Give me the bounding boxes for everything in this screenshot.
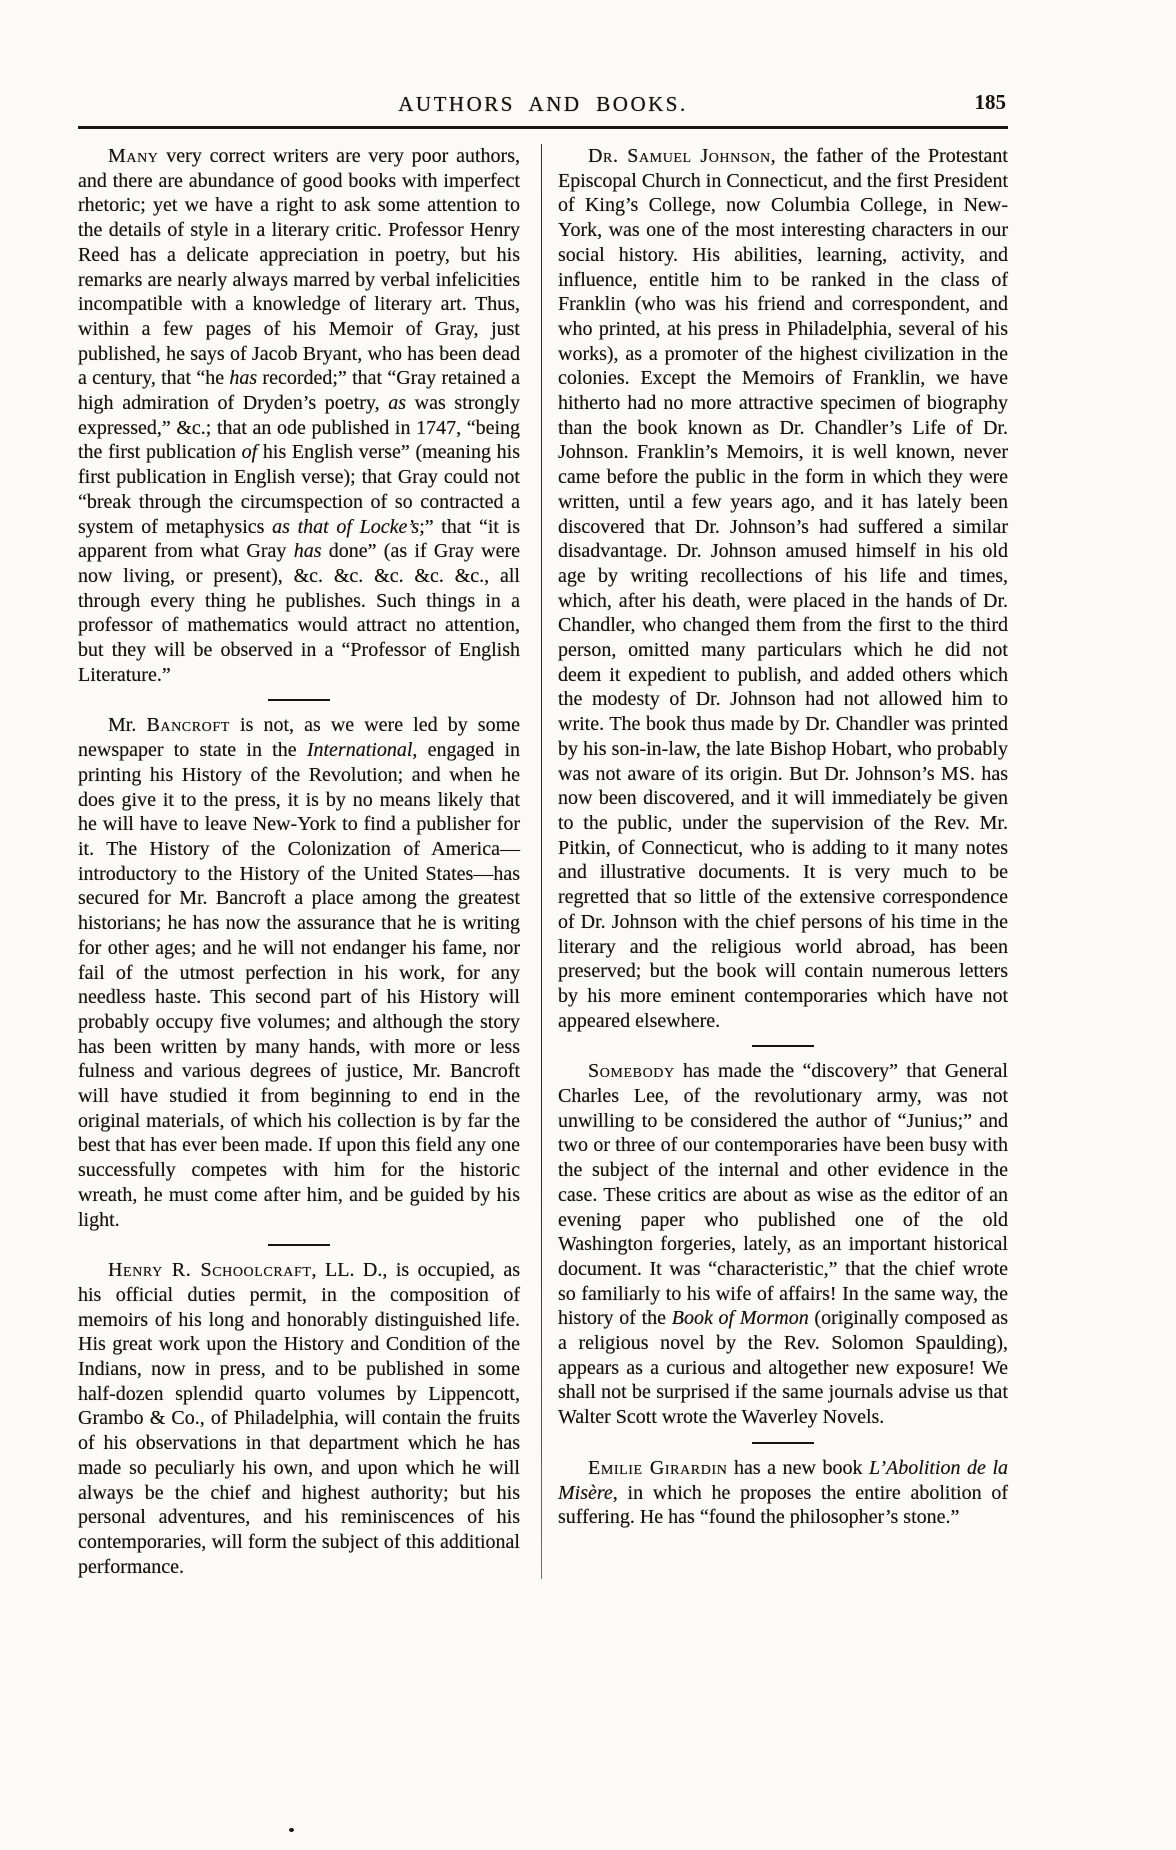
text-run: , the father of the Protestant Episcopal Church in Connecticut, and the first President of King’s College, now Columbia College, in New-York, was one of the most interesting characters in our social history. His abilities, learning, activity, and influence, entitle him to be ranked in the class of Franklin (who was his friend and correspondent, and who printed, at his press in Philadelphia, several of his works), as a promoter of the highest civilization in the colonies. Except the Memoirs of Franklin, we have hitherto had no more attractive specimen of biography than the book known as Dr. Chandler’s Life of Dr. Johnson. Franklin’s Memoirs, it is well known, never came before the public in the form in which they were written, until a few years ago, and it has lately been discovered that Dr. Johnson’s had suffered a similar disadvantage. Dr. Johnson amused himself in his old age by writing recollections of his life and times, which, after his death, were placed in the hands of Dr. Chandler, who changed them from the first to the third person, omitted many particulars which he did not deem it expedient to publish, and added others which the modesty of Dr. Johnson had not allowed him to write. The book thus made by Dr. Chandler was printed by his son-in-law, the late Bishop Hobart, who probably was not aware of its origin. But Dr. Johnson’s MS. has now been discovered, and it will immediately be given to the public, under the supervision of the Rev. Mr. Pitkin, of Connecticut, who is adding to it many notes and illustrative documents. It is very much to be regretted that so little of the extensive correspondence of Dr. Johnson with the chief persons of his time in the literary and the religious world abroad, has been preserved; but the book will contain numerous letters by his more eminent contemporaries which have not appeared elsewhere. [558,145,1008,1032]
italic-text: has [293,540,322,563]
lead-small-caps: Dr. Samuel Johnson [588,145,771,167]
lead-small-caps: Henry R. Schoolcraft [108,1259,312,1282]
header-rule [78,126,1008,129]
italic-text: International [306,739,413,762]
italic-text: of [241,441,258,464]
column-left [78,144,520,1579]
text-block [78,84,1008,1579]
italic-text: as [388,392,407,415]
italic-text: L’Abolition de la Misère [558,1456,1009,1504]
running-head-title: AUTHORS AND BOOKS. [398,92,688,116]
text-run: is not, as we were led by some newspaper to state in the [78,714,521,762]
text-run: , LL. D., is occupied, as his official duties permit, in the composition of memoirs of his long and honorably distinguished life. His great work upon the History and Condition of the Indians, now in press, and to be published in some half-dozen splendid quarto volumes by Lippencott, Grambo & Co., of Philadelphia, will contain the fruits of his observations in that department which he has made so peculiarly his own, and upon which he will always be the chief and highest authority; but his personal adventures, and his reminiscences of his contemporaries, will form the subject of this additional performance. [78,1259,520,1578]
lead-small-caps: Somebody [588,1060,675,1083]
lead-small-caps: Bancroft [146,714,230,737]
text-run: ;” that “it is apparent from what Gray [78,515,520,563]
italic-text: as that of Locke’s [272,515,420,538]
text-run: has a new book [727,1456,869,1479]
paragraph-separator-rule [752,1045,814,1047]
text-run: recorded;” that “Gray retained a high admiration of Dryden’s poetry, [78,367,520,415]
text-run: , in which he proposes the entire abolition of suffering. He has “found the philosopher’s stone.” [558,1481,1008,1529]
column-right [558,144,1008,1579]
text-run: was strongly expressed,” &c.; that an ode published in 1747, “being the first publication [78,392,520,464]
paragraph-separator-rule [752,1442,814,1444]
paragraph [558,1456,1008,1530]
page-number: 185 [974,90,1006,114]
paragraph-separator-rule [268,1244,330,1246]
text-run: , engaged in printing his History of the Revolution; and when he does give it to the press, it is by no means likely that he will have to leave New-York to find a publisher for it. The History of the Colonization of America—introductory to the History of the United States—has secured for Mr. Bancroft a place among the greatest historians; he has now the assurance that he is writing for other ages; and he will not endanger his fame, nor fail of the utmost perfection in his work, for any needless haste. This second part of his History will probably occupy five volumes; and although the story has been written by many hands, with more or less fulness and various degrees of justice, Mr. Bancroft will have studied it from beginning to end in the original materials, of which his collection is by far the best that has ever been made. If upon this field any one successfully competes with him for the historic wreath, he must come after him, and be guided by his light. [78,739,521,1231]
text-run: (originally composed as a religious novel by the Rev. Solomon Spaulding), appears as a curious and altogether new exposure! We shall not be surprised if the same journals advise us that Walter Scott wrote the Waverley Novels. [558,1307,1008,1429]
paragraph [558,144,1008,1033]
paragraph-separator-rule [268,699,330,701]
ink-speck [289,1828,294,1832]
paragraph [78,144,520,687]
page-header [78,84,1008,126]
lead-small-caps: Many [108,145,159,167]
paragraph [78,713,520,1232]
column-divider-rule [541,144,542,1579]
text-run: Mr. [108,714,147,737]
italic-text: has [229,367,258,390]
paragraph [558,1059,1008,1430]
text-run: very correct writers are very poor authors, and there are abundance of good books with imperfect rhetoric; yet we have a right to ask some attention to the details of style in a literary critic. Professor Henry Reed has a delicate appreciation in poetry, but his remarks are nearly always marred by verbal infelicities incompatible with a knowledge of literary art. Thus, within a few pages of his Memoir of Gray, just published, he says of Jacob Bryant, who has been dead a century, that “he [78,145,520,390]
paragraph [78,1258,520,1579]
text-run: his English verse” (meaning his first publication in English verse); that Gray could not “break through the circumspection of so contracted a system of metaphysics [78,441,520,538]
lead-small-caps: Emilie Girardin [588,1456,728,1479]
italic-text: Book of Mormon [671,1307,809,1330]
text-run: has made the “discovery” that General Charles Lee, of the revolutionary army, was not unwilling to be considered the author of “Junius;” and two or three of our contemporaries have been busy with the subject of the internal and other evidence in the case. These critics are about as wise as the editor of an evening paper who published one of the old Washington forgeries, lately, as an important historical document. It was “characteristic,” that the chief wrote so familiarly to his wife of affairs! In the same way, the history of the [558,1060,1008,1330]
text-run: done” (as if Gray were now living, or present), &c. &c. &c. &c. &c., all through every thing he publishes. Such things in a professor of mathematics would attract no attention, but they will be observed in a “Professor of English Literature.” [78,540,520,686]
two-column-layout [78,144,1008,1579]
